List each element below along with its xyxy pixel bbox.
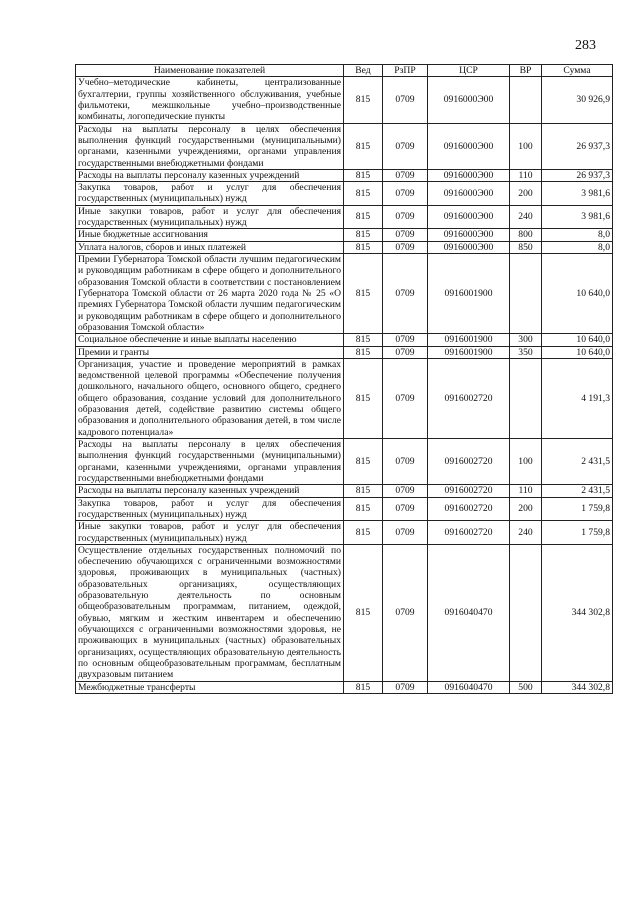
row-csr-cell: 0916001900 bbox=[428, 334, 510, 346]
row-csr-cell: 0916000Э00 bbox=[428, 229, 510, 241]
row-sum-cell: 344 302,8 bbox=[542, 681, 613, 693]
row-rzpr-cell: 0709 bbox=[383, 241, 428, 253]
row-vr-cell: 850 bbox=[510, 241, 542, 253]
header-csr: ЦСР bbox=[428, 65, 510, 77]
header-vr: ВР bbox=[510, 65, 542, 77]
table-row bbox=[76, 169, 613, 181]
table-row bbox=[76, 497, 613, 521]
row-rzpr-cell: 0709 bbox=[383, 497, 428, 521]
row-ved-cell: 815 bbox=[344, 358, 383, 438]
row-vr-cell: 350 bbox=[510, 346, 542, 358]
row-name-cell: Закупка товаров, работ и услуг для обеспечения государственных (муниципальных) нужд bbox=[76, 497, 344, 521]
row-ved-cell: 815 bbox=[344, 334, 383, 346]
table-row bbox=[76, 681, 613, 693]
header-sum: Сумма bbox=[542, 65, 613, 77]
row-vr-cell: 240 bbox=[510, 521, 542, 545]
table-row bbox=[76, 346, 613, 358]
row-ved-cell: 815 bbox=[344, 229, 383, 241]
row-vr-cell bbox=[510, 254, 542, 334]
row-ved-cell: 815 bbox=[344, 182, 383, 206]
row-rzpr-cell: 0709 bbox=[383, 77, 428, 123]
row-ved-cell: 815 bbox=[344, 521, 383, 545]
row-rzpr-cell: 0709 bbox=[383, 485, 428, 497]
row-rzpr-cell: 0709 bbox=[383, 681, 428, 693]
row-ved-cell: 815 bbox=[344, 497, 383, 521]
row-rzpr-cell: 0709 bbox=[383, 205, 428, 229]
row-rzpr-cell: 0709 bbox=[383, 358, 428, 438]
row-ved-cell: 815 bbox=[344, 439, 383, 485]
row-csr-cell: 0916001900 bbox=[428, 254, 510, 334]
row-name-cell: Осуществление отдельных государственных полномочий по обеспечению обучающихся с ограниченными возможностями здоровья, проживающих в муниципальных (частных) образовательных организациях, осуществляющих образовательную деятельность по основным общеобразовательным программам, питанием, одеждой, обувью, мягким и жестким инвентарем и обеспечению обучающихся с ограниченными возможностями здоровья, не проживающих в муниципальных (частных) образовательных организациях, осуществляющих образовательную деятельность по основным общеобразовательным программам, бесплатным двухразовым питанием bbox=[76, 544, 344, 681]
row-name-cell: Премии и гранты bbox=[76, 346, 344, 358]
row-csr-cell: 0916002720 bbox=[428, 485, 510, 497]
row-sum-cell: 2 431,5 bbox=[542, 439, 613, 485]
row-csr-cell: 0916002720 bbox=[428, 521, 510, 545]
table-row bbox=[76, 182, 613, 206]
row-sum-cell: 8,0 bbox=[542, 241, 613, 253]
row-sum-cell: 10 640,0 bbox=[542, 334, 613, 346]
row-vr-cell: 100 bbox=[510, 123, 542, 169]
row-csr-cell: 0916040470 bbox=[428, 681, 510, 693]
row-ved-cell: 815 bbox=[344, 169, 383, 181]
table-row bbox=[76, 77, 613, 123]
table-row bbox=[76, 254, 613, 334]
table-row bbox=[76, 521, 613, 545]
row-name-cell: Закупка товаров, работ и услуг для обеспечения государственных (муниципальных) нужд bbox=[76, 182, 344, 206]
table-row bbox=[76, 544, 613, 681]
row-rzpr-cell: 0709 bbox=[383, 229, 428, 241]
table-body bbox=[76, 77, 613, 694]
row-name-cell: Расходы на выплаты персоналу казенных учреждений bbox=[76, 485, 344, 497]
row-ved-cell: 815 bbox=[344, 544, 383, 681]
row-ved-cell: 815 bbox=[344, 205, 383, 229]
row-sum-cell: 26 937,3 bbox=[542, 169, 613, 181]
row-vr-cell: 240 bbox=[510, 205, 542, 229]
row-sum-cell: 1 759,8 bbox=[542, 521, 613, 545]
row-name-cell: Расходы на выплаты персоналу в целях обеспечения выполнения функций государственными (муниципальными) органами, казенными учреждениями, органами управления государственными внебюджетными фондами bbox=[76, 123, 344, 169]
table-row bbox=[76, 334, 613, 346]
row-csr-cell: 0916002720 bbox=[428, 358, 510, 438]
row-ved-cell: 815 bbox=[344, 241, 383, 253]
row-name-cell: Социальное обеспечение и иные выплаты населению bbox=[76, 334, 344, 346]
row-csr-cell: 0916000Э00 bbox=[428, 182, 510, 206]
row-name-cell: Организация, участие и проведение мероприятий в рамках ведомственной целевой программы «Обеспечение получения дошкольного, начального общего, основного общего, среднего общего образования, создание условий для дополнительного образования детей, содействие развитию системы общего образования и дополнительного образования детей, в том числе кадрового потенциала» bbox=[76, 358, 344, 438]
page-number: 283 bbox=[575, 38, 596, 53]
row-rzpr-cell: 0709 bbox=[383, 544, 428, 681]
row-vr-cell bbox=[510, 544, 542, 681]
row-vr-cell: 200 bbox=[510, 497, 542, 521]
row-sum-cell: 344 302,8 bbox=[542, 544, 613, 681]
table-row bbox=[76, 485, 613, 497]
table-header-row bbox=[76, 65, 613, 77]
row-name-cell: Иные закупки товаров, работ и услуг для обеспечения государственных (муниципальных) нужд bbox=[76, 521, 344, 545]
row-rzpr-cell: 0709 bbox=[383, 521, 428, 545]
table-row bbox=[76, 205, 613, 229]
row-name-cell: Иные бюджетные ассигнования bbox=[76, 229, 344, 241]
row-ved-cell: 815 bbox=[344, 254, 383, 334]
row-rzpr-cell: 0709 bbox=[383, 439, 428, 485]
row-sum-cell: 1 759,8 bbox=[542, 497, 613, 521]
row-csr-cell: 0916002720 bbox=[428, 439, 510, 485]
budget-table bbox=[75, 64, 613, 694]
row-ved-cell: 815 bbox=[344, 123, 383, 169]
row-vr-cell: 110 bbox=[510, 485, 542, 497]
table-row bbox=[76, 123, 613, 169]
row-vr-cell: 500 bbox=[510, 681, 542, 693]
row-vr-cell: 110 bbox=[510, 169, 542, 181]
row-name-cell: Межбюджетные трансферты bbox=[76, 681, 344, 693]
row-csr-cell: 0916040470 bbox=[428, 544, 510, 681]
row-sum-cell: 8,0 bbox=[542, 229, 613, 241]
row-csr-cell: 0916002720 bbox=[428, 497, 510, 521]
row-sum-cell: 3 981,6 bbox=[542, 205, 613, 229]
table-row bbox=[76, 358, 613, 438]
row-sum-cell: 26 937,3 bbox=[542, 123, 613, 169]
header-ved: Вед bbox=[344, 65, 383, 77]
row-vr-cell bbox=[510, 358, 542, 438]
row-csr-cell: 0916000Э00 bbox=[428, 205, 510, 229]
table-row bbox=[76, 229, 613, 241]
row-name-cell: Иные закупки товаров, работ и услуг для обеспечения государственных (муниципальных) нужд bbox=[76, 205, 344, 229]
row-csr-cell: 0916000Э00 bbox=[428, 169, 510, 181]
table-row bbox=[76, 241, 613, 253]
table-row bbox=[76, 439, 613, 485]
row-name-cell: Расходы на выплаты персоналу казенных учреждений bbox=[76, 169, 344, 181]
row-sum-cell: 30 926,9 bbox=[542, 77, 613, 123]
row-rzpr-cell: 0709 bbox=[383, 169, 428, 181]
row-name-cell: Премии Губернатора Томской области лучшим педагогическим и руководящим работникам в сфере общего и дополнительного образования Томской области в соответствии с постановлением Губернатора Томской области от 26 марта 2020 года № 25 «О премиях Губернатора Томской области лучшим педагогическим и руководящим работникам в сфере общего и дополнительного образования Томской области» bbox=[76, 254, 344, 334]
header-rzpr: РзПР bbox=[383, 65, 428, 77]
row-rzpr-cell: 0709 bbox=[383, 346, 428, 358]
row-ved-cell: 815 bbox=[344, 346, 383, 358]
row-csr-cell: 0916001900 bbox=[428, 346, 510, 358]
row-sum-cell: 2 431,5 bbox=[542, 485, 613, 497]
row-sum-cell: 3 981,6 bbox=[542, 182, 613, 206]
row-csr-cell: 0916000Э00 bbox=[428, 123, 510, 169]
row-vr-cell bbox=[510, 77, 542, 123]
row-vr-cell: 300 bbox=[510, 334, 542, 346]
row-name-cell: Уплата налогов, сборов и иных платежей bbox=[76, 241, 344, 253]
row-csr-cell: 0916000Э00 bbox=[428, 77, 510, 123]
row-sum-cell: 4 191,3 bbox=[542, 358, 613, 438]
row-ved-cell: 815 bbox=[344, 77, 383, 123]
row-name-cell: Расходы на выплаты персоналу в целях обеспечения выполнения функций государственными (муниципальными) органами, казенными учреждениями, органами управления государственными внебюджетными фондами bbox=[76, 439, 344, 485]
row-sum-cell: 10 640,0 bbox=[542, 346, 613, 358]
row-vr-cell: 800 bbox=[510, 229, 542, 241]
row-name-cell: Учебно–методические кабинеты, централизованные бухгалтерии, группы хозяйственного обслуживания, учебные фильмотеки, межшкольные учебно–производственные комбинаты, логопедические пункты bbox=[76, 77, 344, 123]
row-ved-cell: 815 bbox=[344, 485, 383, 497]
row-sum-cell: 10 640,0 bbox=[542, 254, 613, 334]
row-ved-cell: 815 bbox=[344, 681, 383, 693]
header-name: Наименование показателей bbox=[76, 65, 344, 77]
row-rzpr-cell: 0709 bbox=[383, 254, 428, 334]
row-vr-cell: 200 bbox=[510, 182, 542, 206]
row-rzpr-cell: 0709 bbox=[383, 123, 428, 169]
row-rzpr-cell: 0709 bbox=[383, 182, 428, 206]
row-csr-cell: 0916000Э00 bbox=[428, 241, 510, 253]
row-rzpr-cell: 0709 bbox=[383, 334, 428, 346]
row-vr-cell: 100 bbox=[510, 439, 542, 485]
